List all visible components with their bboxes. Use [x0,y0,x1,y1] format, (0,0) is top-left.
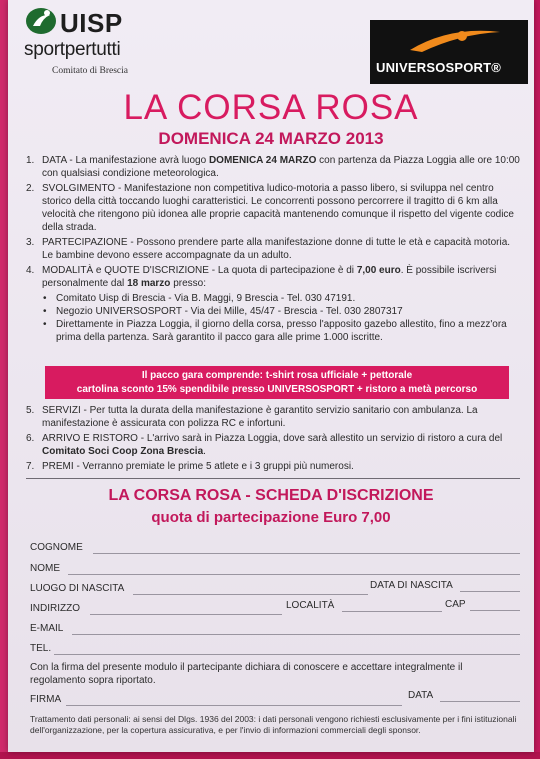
race-pack-banner: Il pacco gara comprende: t-shirt rosa ufficiale + pettorale cartolina sconto 15% spendibile presso UNIVERSOSPORT + ristoro a metà percorso [45,366,509,399]
uisp-logo [24,6,174,86]
privacy-notice: Trattamento dati personali: ai sensi del Dlgs. 1936 del 2003: i dati personali vengono richiesti esclusivamente per i fini istituzionali dell'organizzazione, per la copertura assicurativa, e per l'invio di informazioni commerciali degli sponsor. [30,714,517,735]
uisp-runner-icon [24,6,58,36]
cognome-field[interactable] [93,553,520,554]
sub-item: • Negozio UNIVERSOSPORT - Via dei Mille, 45/47 - Brescia - Tel. 030 2807317 [43,306,403,317]
sub-item: • Direttamente in Piazza Loggia, il giorno della corsa, presso l'apposito gazebo allestito, fino a mezz'ora prima della partenza. Sarà garantito il pacco gara alle prime 1.000 iscritte. [43,319,507,343]
form-title: LA CORSA ROSA - SCHEDA D'ISCRIZIONE [108,487,434,504]
nome-field[interactable] [68,574,520,575]
firma-field[interactable] [66,705,402,706]
data-nascita-field[interactable] [460,591,520,592]
indirizzo-label: INDIRIZZO [30,603,80,614]
email-field[interactable] [72,634,520,635]
tel-label: TEL. [30,643,52,654]
universosport-name: UNIVERSOSPORT® [376,60,502,75]
data-field[interactable] [440,701,520,702]
cognome-label: COGNOME [30,542,83,553]
bullet-icon: • [43,293,47,304]
localita-label: LOCALITÀ [286,600,335,611]
tel-field[interactable] [54,654,520,655]
cap-label: CAP [445,599,466,610]
section-divider [26,478,520,479]
flyer-sheet [8,0,534,752]
swoosh-icon [370,20,528,60]
declaration-text: Con la firma del presente modulo il partecipante dichiara di conoscere e accettare integralmente il regolamento sopra riportato. [30,662,463,686]
luogo-nascita-label: LUOGO DI NASCITA [30,583,125,594]
rule-item: 6. ARRIVO E RISTORO - L'arrivo sarà in Piazza Loggia, dove sarà allestito un servizio di ristoro a cura del Comitato Soci Coop Zona Brescia. [26,433,503,457]
event-date: DOMENICA 24 MARZO 2013 [158,129,384,148]
cap-field[interactable] [470,610,520,611]
firma-label: FIRMA [30,694,62,705]
luogo-nascita-field[interactable] [133,594,368,595]
nome-label: NOME [30,563,60,574]
data-nascita-label: DATA DI NASCITA [370,580,453,591]
rule-item: 2. SVOLGIMENTO - Manifestazione non competitiva ludico-motoria a passo libero, si sviluppa nel centro storico della città toccando luoghi caratteristici. Le concorrenti possono percorrere il tragitto di 6 km alla velocità che ritengono più idonea alle proprie capacità mantenendo comunque il rispetto del vigente codice della strada. [26,183,514,233]
data-label: DATA [408,690,434,701]
uisp-name: UISP [60,8,123,38]
sub-item: • Comitato Uisp di Brescia - Via B. Maggi, 9 Brescia - Tel. 030 47191. [43,293,356,304]
event-title: LA CORSA ROSA [123,88,419,127]
form-subtitle: quota di partecipazione Euro 7,00 [151,509,391,526]
bottom-pink-edge [0,752,540,759]
bullet-icon: • [43,319,47,330]
bullet-icon: • [43,306,47,317]
rules-list [26,154,520,344]
indirizzo-field[interactable] [90,614,282,615]
rule-item: 7. PREMI - Verranno premiate le prime 5 atlete e i 3 gruppi più numerosi. [26,461,354,472]
rule-item: 4. MODALITÀ e QUOTE D'ISCRIZIONE - La quota di partecipazione è di 7,00 euro. È possibile iscriversi personalmente dal 18 marzo presso: [26,265,497,289]
rule-item: 1. DATA - La manifestazione avrà luogo DOMENICA 24 MARZO con partenza da Piazza Loggia alle ore 10:00 con qualsiasi condizione meteorologica. [26,155,520,179]
rule-item: 3. PARTECIPAZIONE - Possono prendere parte alla manifestazione donne di tutte le età e capacità motoria. Le bambine devono essere accompagnate da un adulto. [26,237,511,261]
email-label: E-MAIL [30,623,64,634]
localita-field[interactable] [342,611,442,612]
rules-list-2 [26,404,520,475]
universosport-logo [370,20,528,84]
rule-item: 5. SERVIZI - Per tutta la durata della manifestazione è garantito servizio sanitario con ambulanza. La manifestazione è assicurata con polizza RC e infortuni. [26,405,478,429]
uisp-subtitle: sportpertutti [24,39,121,60]
uisp-committee: Comitato di Brescia [52,66,128,76]
left-pink-edge [0,0,8,759]
